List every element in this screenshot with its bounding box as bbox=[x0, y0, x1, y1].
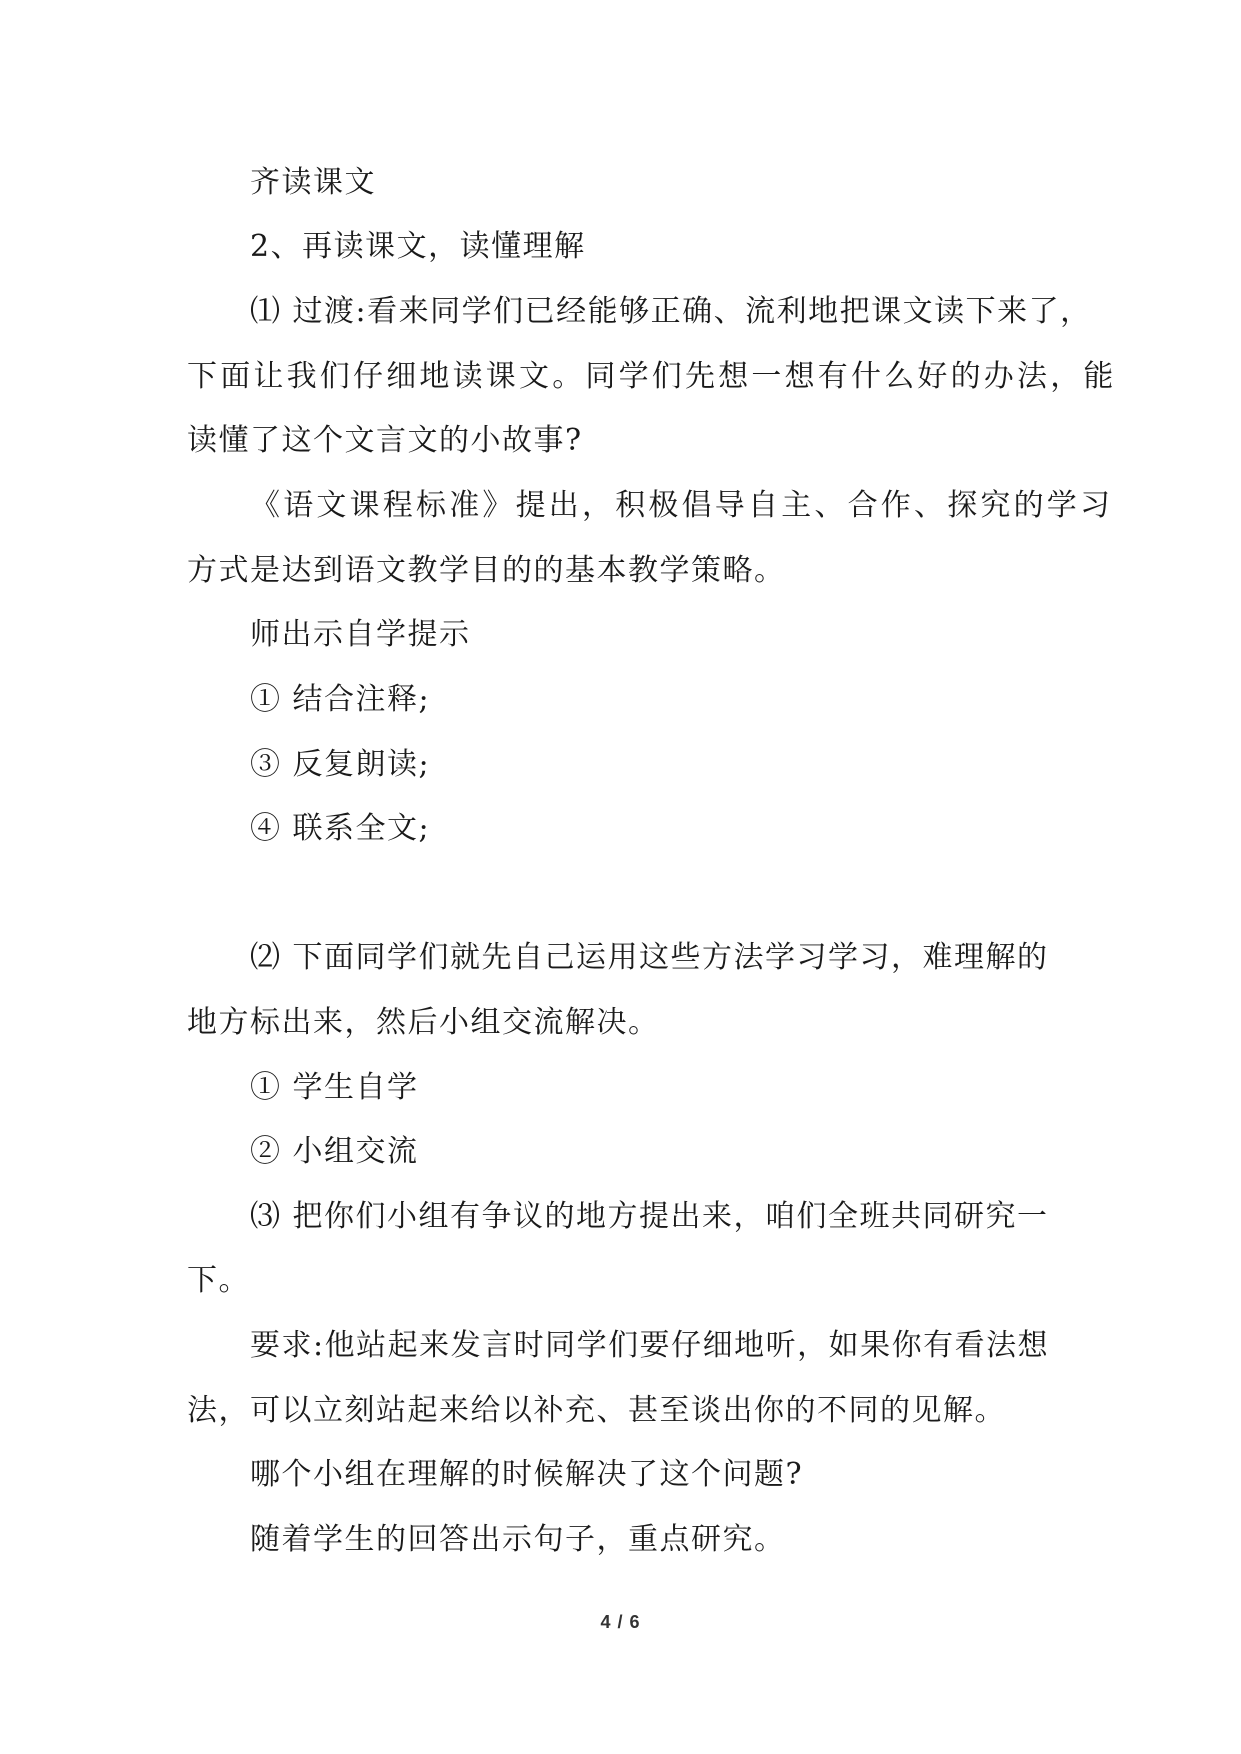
paragraph-line: 法，可以立刻站起来给以补充、甚至谈出你的不同的见解。 bbox=[187, 1393, 1006, 1428]
paragraph-line: 读懂了这个文言文的小故事? bbox=[187, 423, 583, 458]
page-number: 4 / 6 bbox=[600, 1612, 641, 1632]
paragraph-line: ⑵ 下面同学们就先自己运用这些方法学习学习，难理解的 bbox=[250, 940, 1049, 975]
paragraph-line: ⑶ 把你们小组有争议的地方提出来，咱们全班共同研究一 bbox=[250, 1199, 1049, 1234]
paragraph-line: 齐读课文 bbox=[250, 165, 376, 200]
list-item: ④ 联系全文; bbox=[250, 811, 431, 846]
list-item: ② 小组交流 bbox=[250, 1134, 419, 1169]
paragraph-line: 下。 bbox=[187, 1263, 250, 1298]
list-item: ③ 反复朗读; bbox=[250, 747, 431, 782]
paragraph-line: ⑴ 过渡:看来同学们已经能够正确、流利地把课文读下来了， bbox=[250, 294, 1092, 329]
list-item: ① 学生自学 bbox=[250, 1070, 419, 1105]
paragraph-line: 师出示自学提示 bbox=[250, 617, 471, 652]
paragraph-line: 哪个小组在理解的时候解决了这个问题? bbox=[250, 1457, 804, 1492]
paragraph-line: 随着学生的回答出示句子，重点研究。 bbox=[250, 1522, 786, 1557]
paragraph-line: 要求:他站起来发言时同学们要仔细地听，如果你有看法想 bbox=[250, 1328, 1050, 1363]
list-item: ① 结合注释; bbox=[250, 682, 431, 717]
paragraph-line: 2、再读课文，读懂理解 bbox=[250, 229, 586, 264]
paragraph-line: 下面让我们仔细地读课文。同学们先想一想有什么好的办法，能 bbox=[187, 359, 1117, 394]
paragraph-line: 方式是达到语文教学目的的基本教学策略。 bbox=[187, 553, 786, 588]
paragraph-line: 地方标出来，然后小组交流解决。 bbox=[187, 1005, 660, 1040]
paragraph-line: 《语文课程标准》提出，积极倡导自主、合作、探究的学习 bbox=[250, 488, 1114, 523]
